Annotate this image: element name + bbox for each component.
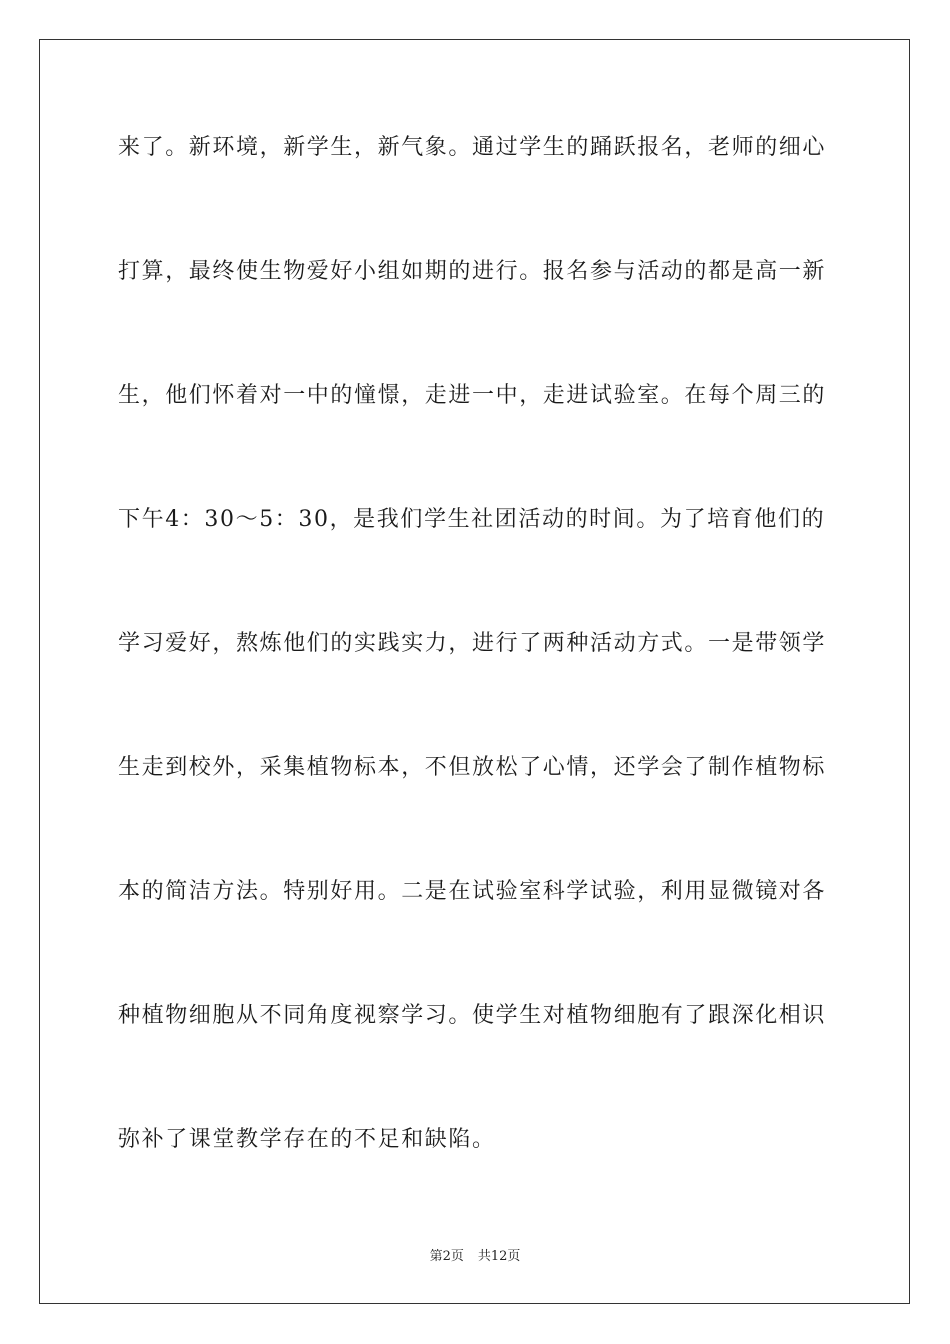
text-line: 生走到校外，采集植物标本，不但放松了心情，还学会了制作植物标 [118,755,827,780]
page-border [39,39,910,1304]
text-line: 打算，最终使生物爱好小组如期的进行。报名参与活动的都是高一新 [118,259,827,284]
text-line: 生，他们怀着对一中的憧憬，走进一中，走进试验室。在每个周三的 [118,383,827,408]
text-line: 学习爱好，熬炼他们的实践实力，进行了两种活动方式。一是带领学 [118,631,827,656]
text-line: 种植物细胞从不同角度视察学习。使学生对植物细胞有了跟深化相识 [118,1003,827,1028]
text-line: 下午4：30～5：30，是我们学生社团活动的时间。为了培育他们的 [118,507,826,532]
page-number: 第2页 [429,1249,464,1264]
page-total: 共12页 [477,1249,521,1264]
text-line: 本的简洁方法。特别好用。二是在试验室科学试验，利用显微镜对各 [118,879,827,904]
text-line: 来了。新环境，新学生，新气象。通过学生的踊跃报名，老师的细心 [118,135,827,160]
page-footer [0,1248,950,1266]
text-line: 弥补了课堂教学存在的不足和缺陷。 [118,1127,496,1152]
